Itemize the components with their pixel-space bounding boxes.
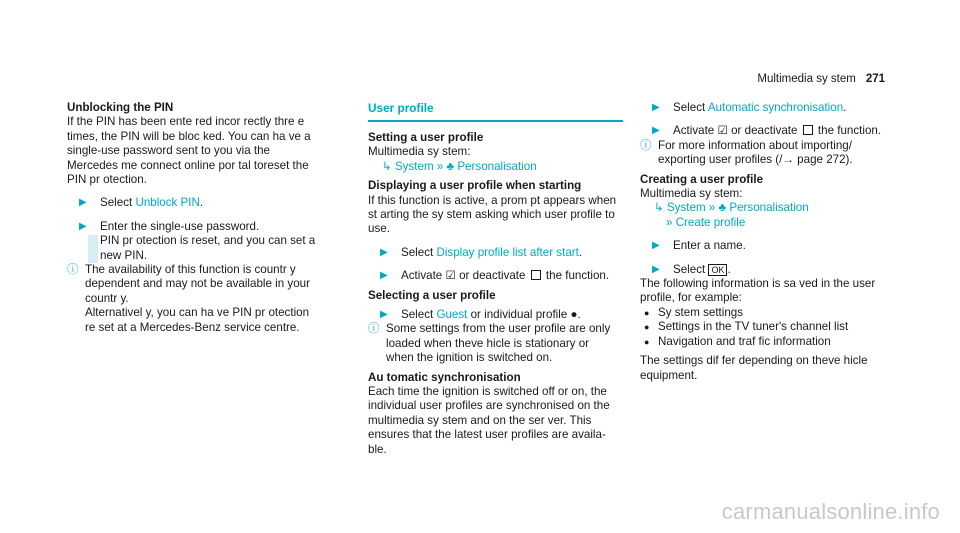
nav-system-link[interactable]: System bbox=[666, 201, 706, 215]
unchecked-box-icon bbox=[531, 270, 541, 280]
para-line: If the PIN has been ente red incor rectly thre e bbox=[67, 115, 305, 129]
column-middle: User profile Setting a user profile Multimedia sy stem: ↳ System » ♣ Personalisation Displaying a user profile when starting If this function is active, a prom pt appears when st arting the sy stem asking which user profile to use. ▶ Select Display profile list after start. ▶ Activate ☑ or deactivate the function. Selecting a user profile ▶ Select Guest or individual profile ●. ⓘ Some settings from the user profile are only loaded when theve hicle is stationary or when the ignition is switched on. Au tomatic synchronisation Each time the ignition is switched off or on, the individual user profiles are synchronised on the multimedia sy stem and on the ser ver. This ensures that the latest user profiles are availa‐ ble. bbox=[368, 101, 623, 457]
note-availability: ⓘ The availability of this function is countr y dependent and may not be available in your countr y. Alternativel y, you can ha ve PIN pr otection re set at a Mercedes-Benz service centre. bbox=[67, 263, 310, 334]
column-right: ▶ Select Automatic synchronisation. ▶ Activate ☑ or deactivate the function. ⓘ For more information about importing/ exporting user profiles (/→ page 272). Creating a user profile Multimedia sy stem: ↳ System » ♣ Personalisation » Create profile ▶ Enter a name. ▶ Select OK . The following information is sa ved in the user profile, for example: ● Sy stem settings ● Settings in the TV tuner's channel list ● Navigation and traf fic information The settings dif fer depending on theve hicle equipment. bbox=[640, 101, 895, 383]
guest-link[interactable]: Guest bbox=[436, 307, 468, 321]
auto-sync-link[interactable]: Automatic synchronisation bbox=[707, 101, 844, 114]
nav-return-icon: ↳ bbox=[654, 201, 664, 215]
nav-system-link[interactable]: System bbox=[394, 159, 434, 173]
heading-creating-profile: Creating a user profile bbox=[640, 172, 764, 186]
page-header bbox=[757, 72, 885, 86]
step-arrow-icon: ▶ bbox=[652, 125, 660, 137]
bullet-icon: ● bbox=[644, 307, 650, 318]
nav-personalisation-link[interactable]: Personalisation bbox=[729, 201, 809, 215]
step-activate-sync: ▶ Activate ☑ or deactivate the function. bbox=[652, 124, 882, 138]
para-line: single-use password sent to you via the bbox=[67, 144, 271, 158]
heading-auto-sync: Au tomatic synchronisation bbox=[368, 370, 521, 384]
info-icon: ⓘ bbox=[67, 263, 79, 277]
list-item: ● Sy stem settings bbox=[644, 305, 744, 319]
step-select-unblock-pin: ▶ Select Unblock PIN. bbox=[79, 196, 204, 210]
step-arrow-icon: ▶ bbox=[79, 197, 87, 209]
checked-box-icon: ☑ bbox=[717, 124, 728, 138]
step-select-display-list: ▶ Select Display profile list after start. bbox=[380, 245, 583, 259]
nav-path bbox=[368, 160, 623, 174]
section-title-user-profile: User profile bbox=[368, 101, 434, 115]
step-arrow-icon: ▶ bbox=[652, 240, 660, 252]
display-profile-list-link[interactable]: Display profile list after start bbox=[436, 245, 579, 259]
note-import-export: ⓘ For more information about importing/ exporting user profiles (/→ page 272). bbox=[640, 138, 853, 167]
ok-button[interactable]: OK bbox=[708, 264, 727, 276]
para-line: times, the PIN will be bloc ked. You can ha ve a bbox=[67, 129, 311, 143]
step-arrow-icon: ▶ bbox=[652, 263, 660, 275]
bullet-icon: ● bbox=[644, 322, 650, 333]
para-line: PIN pr otection. bbox=[67, 173, 147, 187]
watermark: carmanualsonline.info bbox=[721, 498, 940, 524]
page-number: 271 bbox=[865, 73, 885, 85]
step-select-ok: ▶ Select OK . bbox=[652, 262, 731, 276]
unchecked-box-icon bbox=[803, 125, 813, 135]
nav-personalisation-link[interactable]: Personalisation bbox=[457, 159, 537, 173]
heading-display-profile: Displaying a user profile when starting bbox=[368, 179, 582, 193]
list-item: ● Settings in the TV tuner's channel list bbox=[644, 320, 849, 334]
nav-return-icon: ↳ bbox=[382, 159, 392, 173]
step-enter-password: ▶ Enter the single-use password. PIN pr otection is reset, and you can set a new PIN. bbox=[67, 220, 317, 263]
checked-box-icon: ☑ bbox=[445, 269, 456, 283]
section-title: Multimedia sy stem bbox=[757, 73, 856, 85]
heading-selecting-profile: Selecting a user profile bbox=[368, 288, 496, 302]
info-icon: ⓘ bbox=[640, 138, 652, 152]
create-profile-link[interactable]: Create profile bbox=[675, 215, 746, 229]
step-arrow-icon: ▶ bbox=[652, 102, 660, 113]
para-line: Mercedes me connect online por tal toreset the bbox=[67, 158, 309, 172]
step-arrow-icon: ▶ bbox=[380, 246, 388, 258]
step-select-guest: ▶ Select Guest or individual profile ●. bbox=[380, 307, 581, 321]
step-arrow-icon: ▶ bbox=[380, 270, 388, 282]
note-settings-loaded: ⓘ Some settings from the user profile are only loaded when theve hicle is stationary or when the ignition is switched on. bbox=[368, 322, 611, 365]
step-enter-name: ▶ Enter a name. bbox=[652, 239, 746, 253]
step-activate: ▶ Activate ☑ or deactivate the function. bbox=[380, 269, 610, 283]
nav-path-cont bbox=[640, 216, 895, 230]
column-left bbox=[67, 101, 317, 335]
step-arrow-icon: ▶ bbox=[380, 308, 388, 320]
info-icon: ⓘ bbox=[368, 322, 380, 336]
step-select-auto-sync: ▶ Select Automatic synchronisation. bbox=[652, 101, 847, 114]
personalisation-icon: ♣ bbox=[446, 159, 455, 173]
nav-path bbox=[640, 201, 895, 215]
nav-chevron-icon: » bbox=[708, 201, 716, 215]
personalisation-icon: ♣ bbox=[718, 201, 727, 215]
unblock-pin-link[interactable]: Unblock PIN bbox=[135, 196, 200, 210]
nav-chevron-icon: » bbox=[436, 159, 444, 173]
list-item: ● Navigation and traf fic information bbox=[644, 334, 831, 348]
heading-unblocking-pin: Unblocking the PIN bbox=[67, 101, 174, 114]
step-arrow-icon: ▶ bbox=[79, 220, 87, 232]
bullet-icon: ● bbox=[644, 336, 650, 347]
nav-chevron-icon: » bbox=[666, 215, 673, 229]
heading-setting-profile: Setting a user profile bbox=[368, 130, 484, 144]
